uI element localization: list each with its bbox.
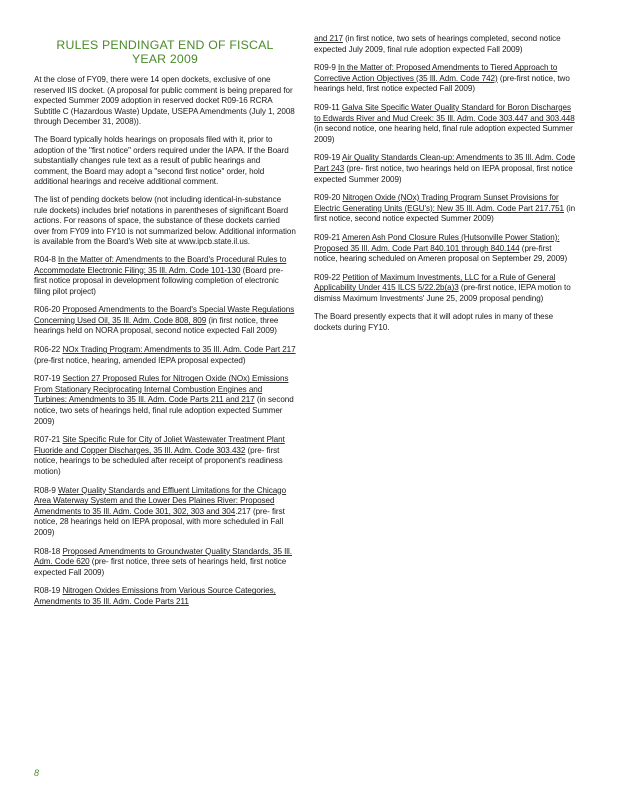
docket-id: R06-22 — [34, 345, 61, 355]
intro-paragraph: The Board typically holds hearings on proposals filed with it, prior to adoption of the "first notice" orders required under the IAPA. If the Board substantially changes rule text as a result of public hearings and comment, the Board may adopt a "second first notice" order, hold additional hearings and receive additional comment. — [34, 134, 289, 187]
docket-entry — [314, 273, 576, 305]
intro-paragraph: At the close of FY09, there were 14 open dockets, exclusive of one reserved IIS docket. (A proposal for public comment is being prepared for expected Summer 2009 adoption in reserved docket R09-16 RCRA Subtitle C (Hazardous Waste) Update, USEPA Amendments (July 1, 2008 through December 31, 2008)). — [34, 75, 295, 127]
docket-id: R07-21 — [34, 435, 61, 445]
docket-status: (pre-first notice, hearing scheduled on Ameren proposal on September 29, 2009) — [314, 243, 568, 264]
docket-list-right — [314, 63, 576, 304]
docket-entry — [314, 233, 576, 265]
docket-id: R06-20 — [34, 305, 61, 315]
docket-title-link[interactable]: Petition of Maximum Investments, LLC for a Rule of General Applicability Under 415 ILCS 5/22.2b(a)3 — [314, 272, 556, 293]
docket-title-link[interactable]: Ameren Ash Pond Closure Rules (Hutsonville Power Station): Proposed 35 Ill. Adm. Code Part 840.101 through 840.144 — [314, 232, 560, 253]
docket-entry — [34, 345, 296, 366]
docket-status: (in first notice, three hearings held on NORA proposal, second notice expected Fall 2009) — [34, 315, 279, 336]
docket-status: (in second notice, one hearing held, final rule adoption expected Summer 2009) — [314, 124, 573, 144]
docket-title-link[interactable]: Galva Site Specific Water Quality Standard for Boron Discharges to Edwards River and Mud Creek: 35 Ill. Adm. Code 303.447 and 303.448 — [314, 102, 575, 123]
docket-status: (in first notice, two sets of hearings completed, second notice expected July 2009, final rule adoption expected Fall 2009) — [314, 34, 561, 54]
docket-title-link[interactable]: Site Specific Rule for City of Joliet Wastewater Treatment Plant Fluoride and Copper Discharges, 35 Ill. Adm. Code 303.432 — [34, 435, 285, 455]
docket-title-link[interactable]: Nitrogen Oxides Emissions from Various Source Categories, Amendments to 35 Ill. Adm. Code Parts 211 — [34, 586, 276, 606]
docket-entry — [314, 103, 576, 145]
right-column — [314, 0, 576, 341]
docket-id: R09-21 — [314, 232, 341, 242]
docket-entry — [314, 193, 576, 225]
docket-id: R08-19 — [34, 586, 61, 596]
page-title — [34, 38, 296, 66]
docket-entry — [314, 63, 576, 95]
docket-status: (pre-first notice, IEPA motion to dismiss Maximum Investments' June 25, 2009 proposal pending) — [314, 283, 571, 303]
docket-entry — [34, 305, 296, 337]
docket-status: .217 (pre- first notice, 28 hearings held on IEPA proposal, with more scheduled in Fall 2009) — [34, 506, 285, 537]
docket-status: (pre- first notice, two hearings held on IEPA proposal, first notice expected Summer 2009) — [314, 163, 573, 184]
docket-id: R09-20 — [314, 193, 341, 203]
docket-title-link[interactable]: Proposed Amendments to Groundwater Quality Standards, 35 Ill. Adm. Code 620 — [34, 546, 293, 567]
docket-id: R08-9 — [34, 485, 56, 495]
docket-status: (pre-first notice, hearing, amended IEPA proposal expected) — [34, 355, 246, 365]
docket-status: (pre- first notice, three sets of hearings held, first notice expected Fall 2009) — [34, 557, 287, 577]
docket-status: (in first notice, second notice expected Summer 2009) — [314, 203, 576, 224]
docket-title-link[interactable]: Nitrogen Oxide (NOx) Trading Program Sunset Provisions for Electric Generating Units (EGU's): New 35 Ill. Adm. Code Part 217.751 — [314, 193, 565, 213]
docket-id: R04-8 — [34, 254, 56, 264]
docket-title-link[interactable]: Proposed Amendments to the Board's Special Waste Regulations Concerning Used Oil, 35 Ill. Adm. Code 808, 809 — [34, 305, 295, 325]
docket-title-link[interactable]: NOx Trading Program: Amendments to 35 Ill. Adm. Code Part 217 — [62, 345, 296, 355]
docket-status: (pre- first notice, hearings to be scheduled after receipt of proponent's readiness motion) — [34, 445, 283, 476]
docket-id: R08-18 — [34, 546, 61, 556]
docket-id: R09-9 — [314, 63, 336, 73]
docket-entry — [34, 435, 296, 477]
title-line-1: RULES PENDINGAT END OF FISCAL — [56, 38, 274, 52]
docket-title-link[interactable]: Air Quality Standards Clean-up: Amendments to 35 Ill. Adm. Code Part 243 — [314, 153, 576, 173]
docket-title-link[interactable]: and 217 — [314, 34, 343, 43]
docket-title-link[interactable]: In the Matter of: Amendments to the Board's Procedural Rules to Accommodate Electronic Filing: 35 Ill. Adm. Code 101-130 — [34, 254, 287, 275]
docket-title-link[interactable]: Water Quality Standards and Effluent Limitations for the Chicago Area Waterway System and the Lower Des Plaines River: Proposed Amendments to 35 Ill. Adm. Code 301, 302, 303 and 304 — [34, 485, 287, 516]
docket-entry — [34, 586, 296, 607]
page-number: 8 — [34, 768, 40, 778]
docket-id: R09-19 — [314, 153, 341, 163]
docket-continuation — [314, 34, 576, 55]
docket-entry — [34, 486, 296, 539]
docket-status: (in second notice, two sets of hearings held, final rule adoption expected Summer 2009) — [34, 395, 294, 426]
intro-paragraph: The list of pending dockets below (not including identical-in-substance rule dockets) includes brief notations in parentheses of significant Board actions. For reasons of space, the substance of these dockets carried over from FY09 into FY10 is not summarized below. Additional information is available from the Board's Web site at www.ipcb.state.il.us. — [34, 194, 296, 247]
docket-entry — [34, 547, 296, 579]
closing-paragraph: The Board presently expects that it will adopt rules in many of these dockets during FY10. — [314, 312, 554, 333]
left-column — [34, 0, 296, 616]
docket-list-left — [34, 255, 296, 608]
docket-title-link[interactable]: Section 27 Proposed Rules for Nitrogen Oxide (NOx) Emissions From Stationary Reciprocating Internal Combustion Engines and Turbines: Amendments to 35 Ill. Adm. Code Parts 211 and 217 — [34, 374, 289, 405]
docket-id: R07-19 — [34, 374, 61, 384]
docket-entry — [34, 255, 296, 297]
docket-id: R09-11 — [314, 102, 340, 112]
docket-status: (Board pre- first notice proposal in development following completion of electronic filing pilot project) — [34, 265, 283, 296]
docket-id: R09-22 — [314, 272, 341, 282]
docket-entry — [34, 374, 296, 427]
docket-title-link[interactable]: In the Matter of: Proposed Amendments to Tiered Approach to Corrective Action Objectives (35 Ill. Adm. Code 742) — [314, 63, 558, 83]
docket-entry — [314, 153, 576, 185]
title-line-2: YEAR 2009 — [131, 52, 199, 66]
docket-status: (pre-first notice, two hearings held, first notice expected Fall 2009) — [314, 73, 570, 94]
